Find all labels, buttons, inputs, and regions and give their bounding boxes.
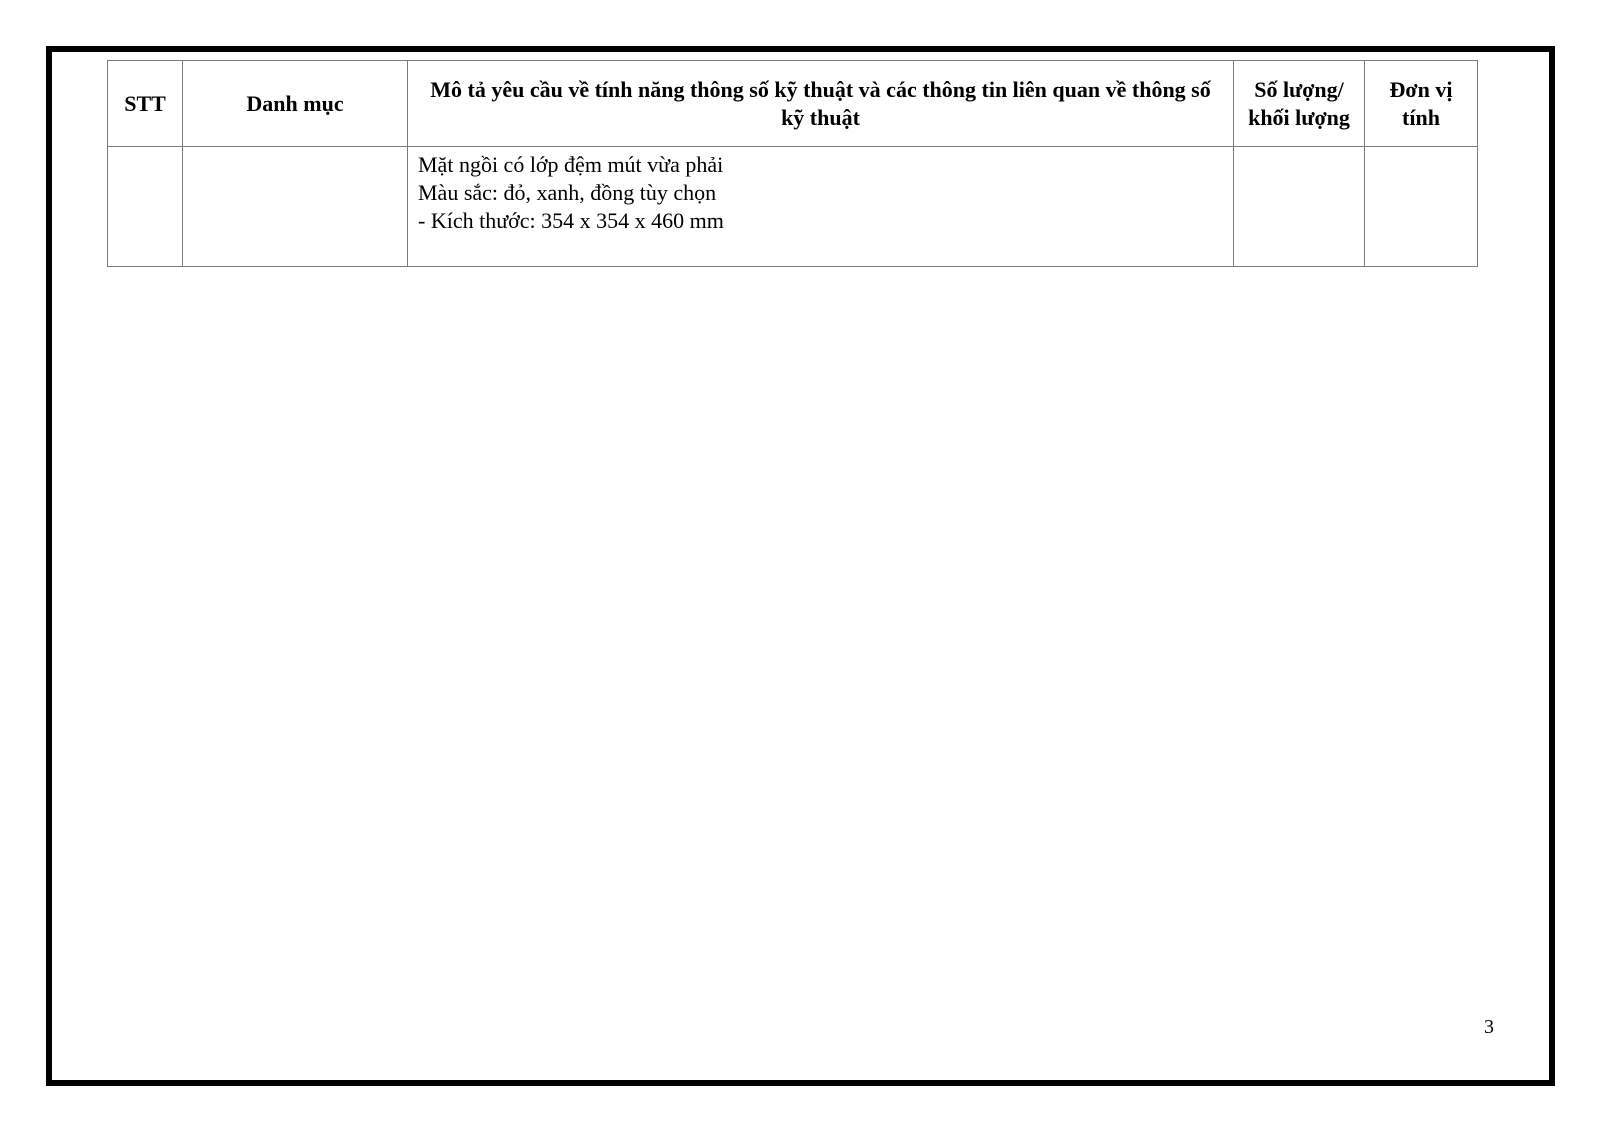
- header-so-luong: Số lượng/ khối lượng: [1234, 61, 1365, 147]
- page-number: 3: [1484, 1016, 1494, 1038]
- cell-don-vi: [1365, 147, 1478, 267]
- cell-stt: [108, 147, 183, 267]
- desc-line-seat: Mặt ngồi có lớp đệm mút vừa phải: [418, 152, 724, 177]
- desc-line-color: Màu sắc: đỏ, xanh, đồng tùy chọn: [418, 180, 717, 205]
- table-header-row: [108, 61, 1478, 147]
- header-mo-ta: Mô tả yêu cầu về tính năng thông số kỹ thuật và các thông tin liên quan về thông số kỹ thuật: [408, 61, 1234, 147]
- cell-so-luong: [1234, 147, 1365, 267]
- desc-line-size: - Kích thước: 354 x 354 x 460 mm: [418, 208, 724, 233]
- cell-mo-ta: [408, 147, 1234, 267]
- cell-danh-muc: [183, 147, 408, 267]
- header-stt: STT: [108, 61, 183, 147]
- table-row: [108, 147, 1478, 267]
- spec-table: [107, 60, 1478, 267]
- header-danh-muc: Danh mục: [183, 61, 408, 147]
- header-don-vi: Đơn vị tính: [1365, 61, 1478, 147]
